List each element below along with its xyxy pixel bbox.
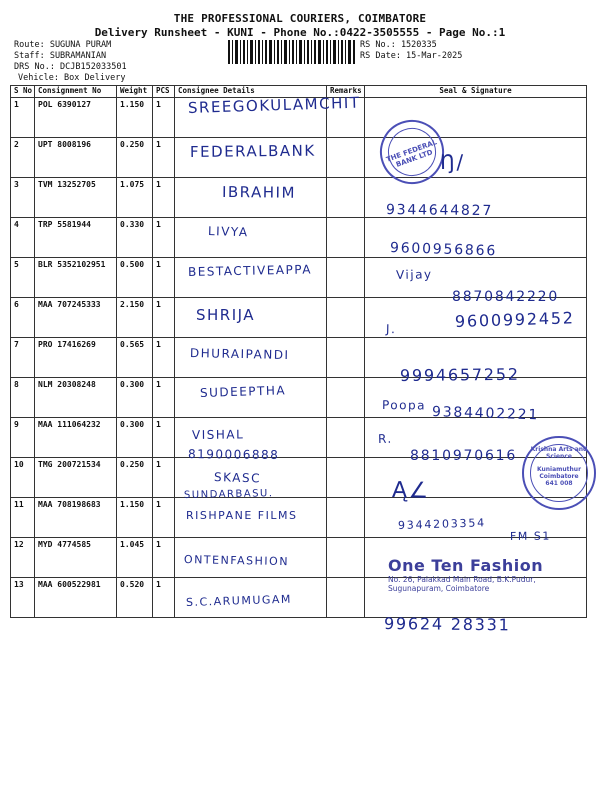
- row-weight: 1.045: [117, 538, 153, 578]
- drs-line: DRS No.: DCJB152033501: [14, 62, 127, 72]
- row-weight: 1.150: [117, 498, 153, 538]
- row-sno: 3: [11, 178, 35, 218]
- row-weight: 1.075: [117, 178, 153, 218]
- row-remarks: [327, 418, 365, 458]
- federal-bank-seal: THE FEDERAL BANK LTD: [371, 111, 453, 193]
- row-weight: 1.150: [117, 98, 153, 138]
- row-consignment-no: MAA 708198683: [35, 498, 117, 538]
- row-consignment-no: TMG 200721534: [35, 458, 117, 498]
- row-sno: 8: [11, 378, 35, 418]
- handwritten-consignee-3: IBRAHIM: [221, 183, 297, 202]
- handwritten-phone-7: 9994657252: [399, 364, 520, 385]
- row-remarks: [327, 218, 365, 258]
- handwritten-consignee-5: BESTACTIVEAPPA: [187, 262, 313, 279]
- handwritten-name-6: J.: [385, 322, 397, 337]
- row-pcs: 1: [153, 458, 175, 498]
- row-consignment-no: MAA 111064232: [35, 418, 117, 458]
- row-sno: 9: [11, 418, 35, 458]
- row-remarks: [327, 458, 365, 498]
- handwritten-consignee-8: SUDEEPTHA: [199, 383, 287, 400]
- route-line: Route: SUGUNA PURAM: [14, 40, 112, 50]
- row-remarks: [327, 338, 365, 378]
- row-consignment-no: BLR 5352102951: [35, 258, 117, 298]
- row-pcs: 1: [153, 138, 175, 178]
- col-weight-header: Weight: [117, 86, 153, 98]
- row-pcs: 1: [153, 578, 175, 618]
- handwritten-phone-4: 9600956866: [389, 240, 498, 260]
- col-remarks-header: Remarks: [327, 86, 365, 98]
- row-pcs: 1: [153, 418, 175, 458]
- row-sno: 4: [11, 218, 35, 258]
- row-weight: 0.300: [117, 378, 153, 418]
- rs-no-line: RS No.: 1520335: [360, 40, 437, 50]
- row-sno: 1: [11, 98, 35, 138]
- handwritten-consignee-4: LIVYA: [207, 224, 249, 240]
- col-consignment-header: Consignment No: [35, 86, 117, 98]
- staff-line: Staff: SUBRAMANIAN: [14, 51, 107, 61]
- row-weight: 0.250: [117, 458, 153, 498]
- handwritten-consignee-12: ONTENFASHION: [183, 553, 290, 569]
- row-remarks: [327, 378, 365, 418]
- handwritten-phone-9: 8810970616: [410, 448, 518, 464]
- handwritten-consignee-2: FEDERALBANK: [189, 141, 316, 161]
- row-consignment-no: POL 6390127: [35, 98, 117, 138]
- row-weight: 0.565: [117, 338, 153, 378]
- row-consignment-no: UPT 8008196: [35, 138, 117, 178]
- row-consignee-details: [175, 218, 327, 258]
- row-sno: 11: [11, 498, 35, 538]
- row-pcs: 1: [153, 538, 175, 578]
- handwritten-consignee-10: SKASC: [213, 470, 262, 486]
- col-seal-header: Seal & Signature: [365, 86, 587, 98]
- row-consignment-no: MAA 707245333: [35, 298, 117, 338]
- table-row: [11, 498, 587, 538]
- row-sno: 12: [11, 538, 35, 578]
- col-consignee-header: Consignee Details: [175, 86, 327, 98]
- row-remarks: [327, 298, 365, 338]
- document-subtitle: Delivery Runsheet - KUNI - Phone No.:0422-3505555 - Page No.:1: [94, 26, 506, 39]
- row-consignment-no: TRP 5581944: [35, 218, 117, 258]
- handwritten-consignee-1: SREEGOKULAMCHIT: [187, 93, 361, 117]
- handwritten-phone-13: 99624 28331: [383, 614, 511, 635]
- handwritten-name-11: FM S1: [509, 529, 551, 543]
- col-sno-header: S No: [11, 86, 35, 98]
- handwritten-consignee-9: VISHAL: [191, 427, 245, 442]
- handwritten-phone-8: 9384402221: [431, 404, 540, 424]
- handwritten-consignee-11: RISHPANE FILMS: [186, 509, 298, 522]
- signature-mark-10: Ą∠: [391, 478, 431, 504]
- row-consignment-no: PRO 17416269: [35, 338, 117, 378]
- handwritten-phone-3: 9344644827: [385, 202, 494, 220]
- row-pcs: 1: [153, 218, 175, 258]
- shop-name: One Ten Fashion: [388, 556, 544, 575]
- shop-address: No. 26, Palakkad Main Road, B.K.Pudur, Sugunapuram, Coimbatore: [388, 575, 536, 593]
- row-sno: 7: [11, 338, 35, 378]
- row-remarks: [327, 578, 365, 618]
- row-sno: 5: [11, 258, 35, 298]
- row-pcs: 1: [153, 178, 175, 218]
- col-pcs-header: PCS: [153, 86, 175, 98]
- row-weight: 0.330: [117, 218, 153, 258]
- row-weight: 0.250: [117, 138, 153, 178]
- row-remarks: [327, 178, 365, 218]
- handwritten-name-9: R.: [377, 431, 393, 446]
- barcode: [228, 40, 356, 64]
- row-consignment-no: NLM 20308248: [35, 378, 117, 418]
- one-ten-fashion-stamp: [388, 556, 543, 593]
- handwritten-name-8: Poopa: [381, 398, 427, 413]
- vehicle-line: Vehicle: Box Delivery: [18, 73, 126, 83]
- handwritten-phone-11: 9344203354: [397, 516, 487, 532]
- handwritten-consignee-6: SHRIJA: [196, 306, 256, 324]
- row-remarks: [327, 258, 365, 298]
- row-pcs: 1: [153, 98, 175, 138]
- row-remarks: [327, 138, 365, 178]
- handwritten-phone-5: 8870842220: [452, 289, 560, 305]
- row-consignment-no: TVM 13252705: [35, 178, 117, 218]
- row-remarks: [327, 498, 365, 538]
- handwritten-consignee-10b: SUNDARBASU.: [183, 488, 274, 501]
- row-consignment-no: MAA 600522981: [35, 578, 117, 618]
- table-row: [11, 218, 587, 258]
- krishna-college-seal: Krishna Arts and Science Kuniamuthur Coimbatore 641 008: [522, 436, 596, 510]
- signature-mark-2: Ŋ/: [439, 149, 465, 174]
- row-sno: 10: [11, 458, 35, 498]
- row-sno: 6: [11, 298, 35, 338]
- row-weight: 2.150: [117, 298, 153, 338]
- handwritten-name-5: Vijay: [395, 267, 433, 282]
- rs-date-line: RS Date: 15-Mar-2025: [360, 51, 463, 61]
- row-sno: 13: [11, 578, 35, 618]
- row-pcs: 1: [153, 338, 175, 378]
- table-row: [11, 178, 587, 218]
- row-remarks: [327, 538, 365, 578]
- handwritten-consignee-13: S.C.ARUMUGAM: [185, 592, 293, 609]
- row-pcs: 1: [153, 298, 175, 338]
- runsheet-table: [10, 85, 587, 618]
- row-weight: 0.300: [117, 418, 153, 458]
- handwritten-phone-6: 9600992452: [454, 308, 576, 331]
- row-sno: 2: [11, 138, 35, 178]
- row-consignment-no: MYD 4774585: [35, 538, 117, 578]
- row-weight: 0.520: [117, 578, 153, 618]
- row-weight: 0.500: [117, 258, 153, 298]
- document-title: THE PROFESSIONAL COURIERS, COIMBATORE: [173, 12, 427, 25]
- row-pcs: 1: [153, 498, 175, 538]
- handwritten-consignee-7: DHURAIPANDI: [189, 346, 290, 363]
- row-pcs: 1: [153, 378, 175, 418]
- row-pcs: 1: [153, 258, 175, 298]
- handwritten-consignee-phone: 8190006888: [187, 447, 280, 462]
